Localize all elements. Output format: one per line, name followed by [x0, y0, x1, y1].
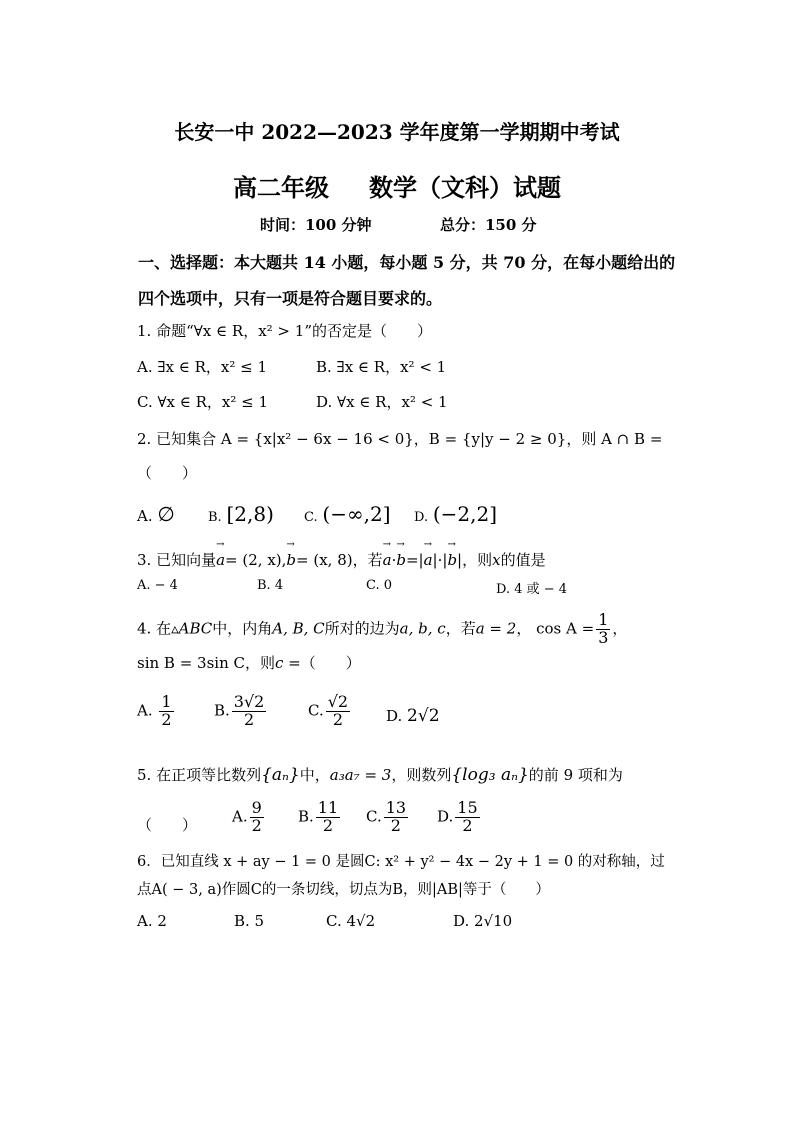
- q5-stem: 5. 在正项等比数列{aₙ}中，a₃a₇ = 3，则数列{log₃ aₙ}的前 9 项和为: [137, 765, 623, 785]
- q6-option-d: D. 2√10: [453, 912, 513, 930]
- section1-line2: 四个选项中，只有一项是符合题目要求的。: [138, 289, 443, 308]
- q6-option-b: B. 5: [234, 912, 265, 930]
- q4-option-c: C. $\frac{√2}{2}$: [308, 692, 349, 729]
- q6-stem-line2: 点A( − 3, a)作圆C的一条切线，切点为B，则|AB|等于（ ）: [137, 882, 550, 898]
- q2-option-b: B. [2,8): [208, 502, 274, 526]
- q4-stem-line2: sin B = 3sin C，则c =（ ）: [137, 654, 361, 672]
- q2-option-d: D. (−2,2]: [414, 502, 498, 526]
- exam-total: 总分：150 分: [440, 216, 537, 234]
- q5-option-d: D. $\frac{15}{2}$: [437, 798, 478, 835]
- q2-option-c: C. (−∞,2]: [304, 502, 391, 526]
- q6-option-a: A. 2: [137, 912, 167, 930]
- q3-option-c: C. 0: [366, 578, 393, 593]
- q6-option-c: C. 4√2: [326, 912, 376, 930]
- q1-option-b: B. ∃x ∈ R，x² < 1: [316, 358, 447, 376]
- q5-paren: （ ）: [137, 816, 198, 834]
- exam-title: 长安一中 2022—2023 学年度第一学期期中考试: [174, 120, 620, 144]
- q2-paren: （ ）: [137, 464, 198, 482]
- q3-option-d: D. 4 或 − 4: [496, 582, 568, 597]
- q1-stem: 1. 命题“∀x ∈ R，x² > 1”的否定是（ ）: [137, 322, 432, 340]
- q4-option-a: A. $\frac{1}{2}$: [137, 692, 172, 729]
- q1-option-a: A. ∃x ∈ R，x² ≤ 1: [137, 358, 268, 376]
- q4-stem-line1: 4. 在▵ABC中，内角A, B, C所对的边为a, b, c，若a = 2， cos A = $\frac{1}{3}$ ，: [137, 610, 628, 647]
- exam-subtitle: [0, 168, 794, 203]
- exam-time: 时间：100 分钟: [260, 216, 372, 234]
- section1-line1: 一、选择题：本大题共 14 小题，每小题 5 分，共 70 分，在每小题给出的: [138, 253, 676, 272]
- q2-option-a: A. ∅: [137, 502, 175, 526]
- q4-option-b: B. $\frac{3√2}{2}$: [214, 692, 265, 729]
- subject-label: 数学（文科）试题: [369, 173, 561, 202]
- q2-stem: 2. 已知集合 A = {x|x² − 6x − 16 < 0}，B = {y|y − 2 ≥ 0}，则 A ∩ B =: [137, 430, 663, 448]
- q4-cos-fraction: $\frac{1}{3}$: [598, 610, 609, 647]
- q3-option-a: A. − 4: [137, 578, 178, 593]
- q3-option-b: B. 4: [257, 578, 284, 593]
- q3-stem: 3. 已知向量→ a= (2, x),→ b= (x, 8)，若→ a·→ b=|→ a|·|→ b|，则x的值是: [137, 549, 546, 570]
- q1-option-c: C. ∀x ∈ R，x² ≤ 1: [137, 393, 269, 411]
- q4-option-d: D. 2√2: [386, 706, 440, 726]
- q6-stem-line1: 6．已知直线 x + ay − 1 = 0 是圆C: x² + y² − 4x − 2y + 1 = 0 的对称轴，过: [137, 854, 665, 870]
- q5-option-a: A. $\frac{9}{2}$: [232, 798, 262, 835]
- grade-label: 高二年级: [233, 173, 329, 202]
- q5-option-c: C. $\frac{13}{2}$: [366, 798, 407, 835]
- q5-option-b: B. $\frac{11}{2}$: [298, 798, 339, 835]
- q1-option-d: D. ∀x ∈ R，x² < 1: [316, 393, 448, 411]
